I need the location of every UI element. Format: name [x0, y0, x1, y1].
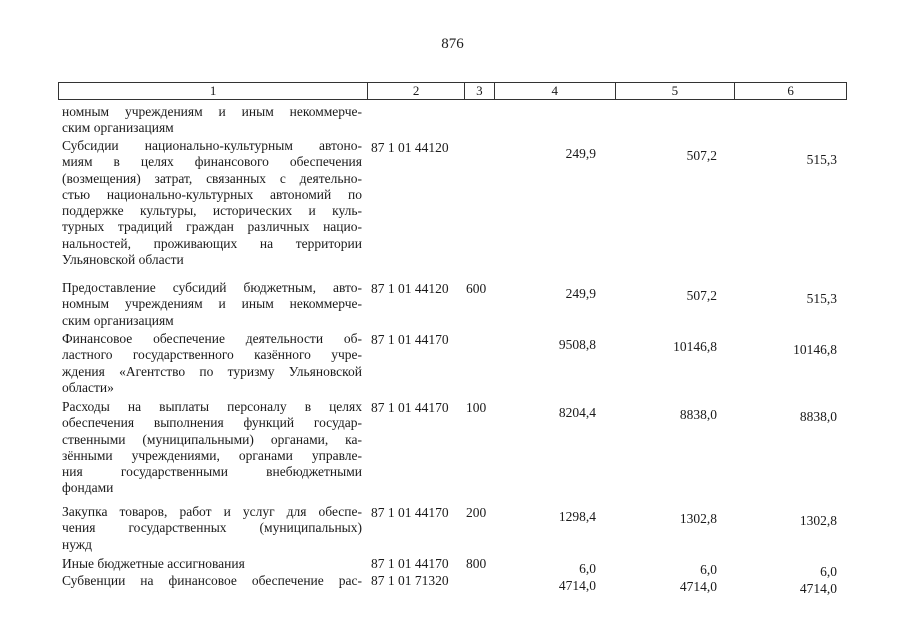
description-line: ским организациям [62, 312, 174, 328]
description-line: ния государственными внебюджетными [62, 464, 362, 480]
row-value-col6: 10146,8 [793, 342, 837, 357]
description-line: фондами [62, 480, 114, 496]
row-value-col6: 8838,0 [799, 409, 837, 424]
description-line: ластного государственного казённого учре- [62, 347, 362, 363]
header-col-1: 1 [59, 83, 368, 99]
row-value-col6: 1302,8 [799, 513, 837, 528]
row-value-col4: 249,9 [565, 286, 596, 301]
row-description [62, 331, 362, 396]
description-line: Ульяновской области [62, 252, 184, 268]
row-vr: 100 [466, 400, 487, 415]
row-value-col6: 515,3 [806, 152, 837, 167]
row-code: 87 1 01 44170 [371, 505, 449, 520]
row-value-col6: 515,3 [806, 291, 837, 306]
row-code: 87 1 01 44170 [371, 556, 449, 571]
description-line: ским организациям [62, 120, 174, 136]
description-line: номным учреждениям и иным некоммерче- [62, 104, 362, 119]
description-line: ждения «Агентство по туризму Ульяновской [62, 363, 362, 379]
description-line: Иные бюджетные ассигнования [62, 556, 245, 571]
row-value-col5: 507,2 [686, 148, 717, 163]
row-value-col4: 1298,4 [558, 509, 596, 524]
row-description [62, 573, 362, 589]
row-vr: 200 [466, 505, 487, 520]
page-number: 876 [441, 36, 464, 52]
description-line: нужд [62, 536, 92, 552]
row-code: 87 1 01 44170 [371, 332, 449, 347]
header-col-6: 6 [787, 83, 794, 98]
row-description [62, 504, 362, 553]
description-line: турных традиций граждан различных нацио- [62, 219, 362, 235]
row-value-col5: 507,2 [686, 288, 717, 303]
header-col-5: 5 [616, 83, 736, 99]
row-code: 87 1 01 44120 [371, 140, 449, 155]
description-line: Закупка товаров, работ и услуг для обеспе- [62, 504, 362, 519]
description-line: Расходы на выплаты персоналу в целях [62, 399, 362, 414]
row-value-col5: 1302,8 [679, 511, 717, 526]
row-description [62, 280, 362, 329]
description-line: нальностей, проживающих на территории [62, 235, 362, 251]
description-line: (возмещения) затрат, связанных с деятельно- [62, 170, 362, 186]
description-line: миям в целях финансового обеспечения [62, 154, 362, 170]
description-line: области» [62, 379, 114, 395]
row-value-col4: 9508,8 [558, 337, 596, 352]
row-value-col6: 4714,0 [799, 581, 837, 596]
description-line: ственными (муниципальными) органами, ка- [62, 431, 362, 447]
row-vr: 800 [466, 556, 487, 571]
row-value-col4: 8204,4 [558, 405, 596, 420]
description-line: зёнными учреждениями, органами управле- [62, 447, 362, 463]
header-col-3: 3 [465, 83, 495, 99]
row-value-col4: 4714,0 [558, 578, 596, 593]
row-value-col5: 6,0 [700, 562, 717, 577]
row-value-col5: 4714,0 [679, 579, 717, 594]
description-line: Финансовое обеспечение деятельности об- [62, 331, 362, 346]
description-line: Субсидии национально-культурным автоно- [62, 138, 362, 153]
row-vr: 600 [466, 281, 487, 296]
row-value-col5: 10146,8 [673, 339, 717, 354]
header-col-4: 4 [495, 83, 616, 99]
row-description [62, 556, 362, 572]
row-code: 87 1 01 44120 [371, 281, 449, 296]
row-description [62, 104, 362, 137]
row-description [62, 399, 362, 497]
description-line: обеспечения выполнения функций государ- [62, 415, 362, 431]
row-value-col5: 8838,0 [679, 407, 717, 422]
header-col-2: 2 [368, 83, 465, 99]
row-value-col4: 6,0 [579, 561, 596, 576]
table-header [58, 82, 847, 100]
description-line: Субвенции на финансовое обеспечение рас- [62, 573, 362, 588]
row-description [62, 138, 362, 268]
row-code: 87 1 01 71320 [371, 573, 449, 588]
row-value-col4: 249,9 [565, 146, 596, 161]
row-value-col6: 6,0 [820, 564, 837, 579]
row-code: 87 1 01 44170 [371, 400, 449, 415]
description-line: чения государственных (муниципальных) [62, 520, 362, 536]
description-line: номным учреждениям и иным некоммерче- [62, 296, 362, 312]
description-line: поддержке культуры, исторических и куль- [62, 203, 362, 219]
description-line: Предоставление субсидий бюджетным, авто- [62, 280, 362, 295]
description-line: стью национально-культурных автономий по [62, 186, 362, 202]
